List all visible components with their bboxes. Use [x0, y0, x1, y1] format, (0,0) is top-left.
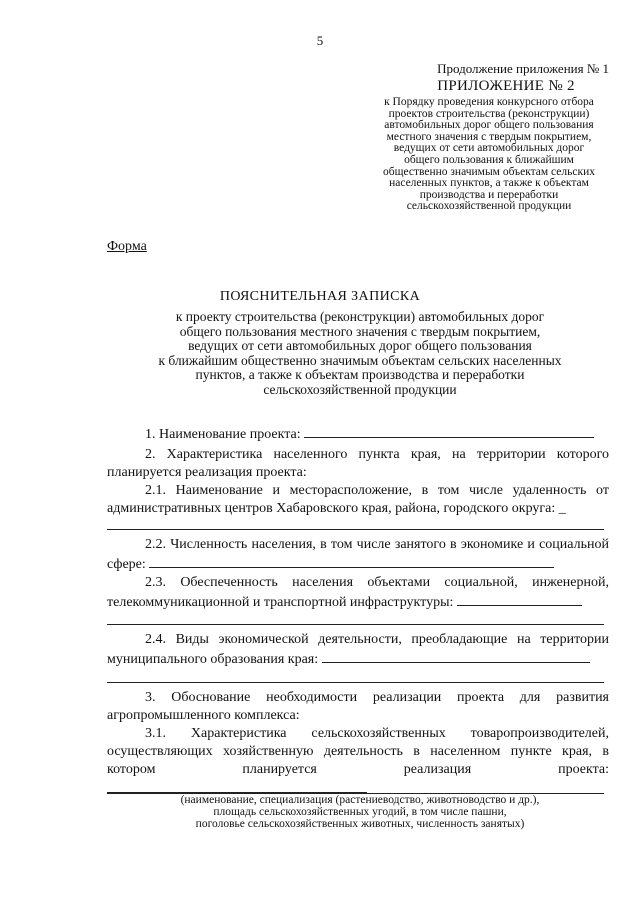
page-number: 5	[316, 33, 324, 48]
project-name-field[interactable]	[304, 424, 594, 438]
infrastructure-field-line[interactable]	[107, 624, 604, 625]
form-label: Форма	[107, 239, 147, 254]
appendix-continuation: Продолжение приложения № 1	[437, 61, 609, 76]
note-subtitle-line: к проекту строительства (реконструкции) автомобильных дорог	[175, 309, 545, 324]
appendix-line: общего пользования к ближайшим	[404, 153, 574, 166]
producers-field[interactable]	[107, 779, 367, 793]
appendix-line: производства и переработки	[419, 188, 559, 201]
appendix-line: сельскохозяйственной продукции	[406, 200, 572, 213]
appendix-line: населенных пунктов, а также к объектам	[389, 177, 589, 190]
item-population	[107, 536, 609, 574]
appendix-title: ПРИЛОЖЕНИЕ № 2	[437, 78, 575, 94]
economic-activity-field-line[interactable]	[107, 682, 604, 683]
item-label: 2.4. Виды экономической деятельности, преобладающие на территории муниципального образования края:	[107, 632, 609, 667]
caption-line: поголовье сельскохозяйственных животных, численность занятых)	[195, 817, 525, 830]
note-subtitle-line: к ближайшим общественно значимым объектам сельских населенных	[158, 352, 562, 368]
item-label: 2.3. Обеспеченность населения объектами социальной, инженерной, телекоммуникационной и транспортной инфраструктуры:	[107, 575, 609, 610]
item-project-name	[107, 424, 609, 444]
caption-line: (наименование, специализация (растениеводство, животноводство и др.),	[180, 794, 540, 806]
appendix-line: к Порядку проведения конкурсного отбора	[384, 96, 594, 108]
location-field[interactable]	[107, 529, 604, 530]
field-caption	[140, 795, 580, 830]
item-label: 1. Наименование проекта:	[145, 427, 301, 442]
note-subtitle-line: сельскохозяйственной продукции	[263, 381, 457, 397]
appendix-reference	[358, 97, 620, 213]
note-subtitle-line: общего пользования местного значения с твердым покрытием,	[179, 323, 541, 339]
item-infrastructure	[107, 574, 609, 612]
item-settlement-characteristics: 2. Характеристика населенного пункта края, на территории которого планируется реализация проекта:	[107, 447, 609, 480]
item-label: 2.2. Численность населения, в том числе занятого в экономике и социальной сфере:	[107, 537, 609, 572]
appendix-line: проектов строительства (реконструкции)	[388, 107, 590, 120]
item-location: 2.1. Наименование и месторасположение, в том числе удаленность от административных центров Хабаровского края, района, городского округа: _	[107, 483, 609, 516]
note-subtitle	[140, 310, 580, 398]
item-producers	[107, 725, 609, 799]
appendix-line: общественно значимым объектам сельских	[383, 165, 595, 178]
appendix-line: ведущих от сети автомобильных дорог	[393, 142, 585, 155]
note-subtitle-line: ведущих от сети автомобильных дорог общего пользования	[188, 338, 532, 354]
infrastructure-field[interactable]	[457, 592, 582, 606]
economic-activity-field[interactable]	[322, 649, 590, 663]
item-economic-activity	[107, 631, 609, 669]
note-title: ПОЯСНИТЕЛЬНАЯ ЗАПИСКА	[219, 289, 421, 304]
item-justification: 3. Обоснование необходимости реализации проекта для развития агропромышленного комплекса:	[107, 690, 609, 723]
population-field[interactable]	[149, 554, 554, 568]
note-subtitle-line: пунктов, а также к объектам производства и переработки	[195, 367, 525, 383]
item-label: 3.1. Характеристика сельскохозяйственных товаропроизводителей, осуществляющих хозяйственную деятельность в населенном пункте края, в котором планируется реализация проекта:	[107, 726, 609, 777]
caption-line: площадь сельскохозяйственных угодий, в том числе пашни,	[213, 805, 507, 818]
appendix-line: автомобильных дорог общего пользования	[384, 119, 594, 132]
appendix-line: местного значения с твердым покрытием,	[386, 130, 592, 143]
